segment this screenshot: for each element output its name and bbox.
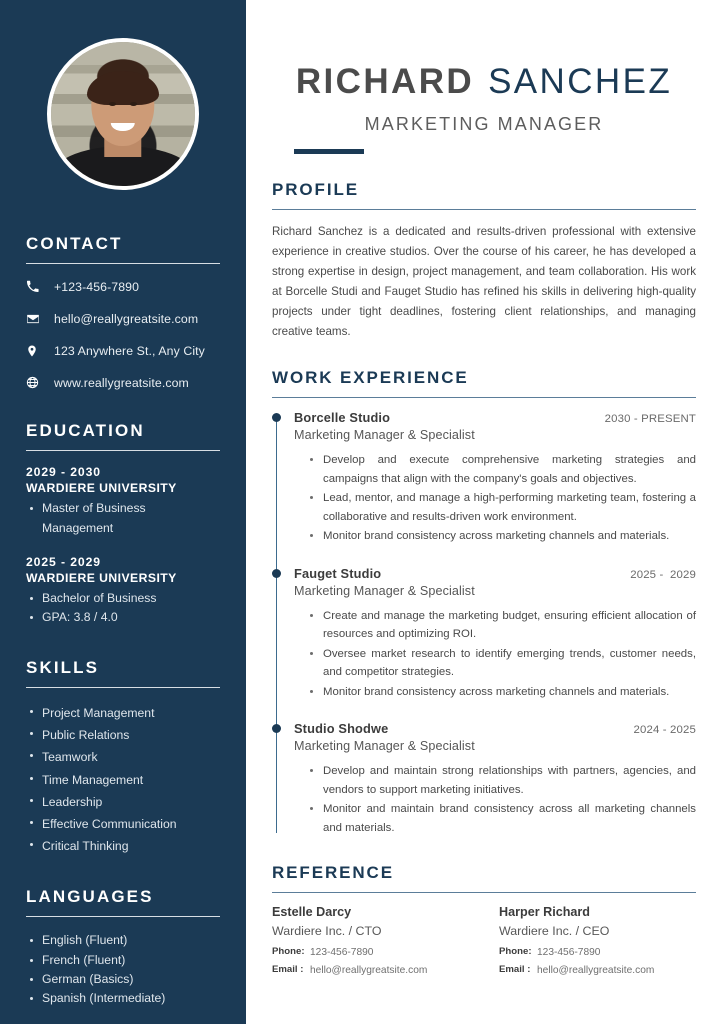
photo-hair: [87, 71, 159, 106]
reference-email-label: Email :: [499, 963, 531, 975]
job-role: Marketing Manager & Specialist: [294, 428, 475, 443]
reference-name: Estelle Darcy: [272, 905, 352, 920]
job-company: Borcelle Studio: [294, 410, 391, 426]
skills-list-item: Leadership: [26, 791, 220, 813]
reference-entry: [499, 905, 696, 978]
reference-phone-row: [272, 944, 469, 961]
job-bullet: Create and manage the marketing budget, ensuring efficient allocation of resources and optimizing ROI.: [310, 607, 696, 644]
skills-heading: SKILLS: [26, 658, 100, 678]
languages-section: [26, 887, 220, 1008]
skills-list-item: Time Management: [26, 769, 220, 791]
reference-grid: [272, 905, 696, 978]
globe-icon: [26, 374, 46, 391]
work-experience-section: [272, 368, 696, 837]
education-school: WARDIERE UNIVERSITY: [26, 481, 177, 495]
reference-divider: [272, 892, 696, 893]
job-bullet: Develop and execute comprehensive marketing strategies and campaigns that align with the company's goals and objectives.: [310, 451, 696, 488]
languages-list-item: German (Basics): [26, 970, 220, 989]
job-entry: [294, 566, 696, 701]
education-entry: [26, 465, 220, 539]
job-entry: [294, 410, 696, 545]
job-bullet-list: [294, 451, 696, 545]
education-divider: [26, 450, 220, 451]
job-company: Studio Shodwe: [294, 721, 389, 737]
profile-text: Richard Sanchez is a dedicated and results-driven professional with extensive experience in creative studios. Over the course of his career, he has developed a strong expertise in design, project management, and team collaboration. His work at Borcelle Studi and Fauget Studio has refined his skills in delivering high-quality projects under tight deadlines, fostering client relationships, and managing creative teams.: [272, 225, 696, 339]
job-header: [294, 721, 696, 736]
first-name: RICHARD: [295, 62, 475, 101]
job-company: Fauget Studio: [294, 565, 382, 581]
work-experience-heading: WORK EXPERIENCE: [272, 368, 469, 388]
sidebar: [0, 0, 246, 1024]
name-header: [272, 62, 696, 154]
skills-list-item: Effective Communication: [26, 813, 220, 835]
reference-email-row: [272, 962, 469, 979]
education-years: 2029 - 2030: [26, 465, 101, 479]
last-name: SANCHEZ: [488, 62, 673, 101]
skills-divider: [26, 687, 220, 688]
title-accent-bar: [294, 149, 364, 154]
reference-phone-value: 123-456-7890: [537, 947, 601, 959]
main-column: [272, 0, 696, 1024]
reference-email-value: hello@reallygreatsite.com: [537, 964, 655, 976]
contact-item-email[interactable]: [26, 310, 220, 327]
job-bullet: Monitor and maintain brand consistency across all marketing channels and materials.: [310, 800, 696, 837]
reference-email-label: Email :: [272, 963, 304, 975]
reference-entry: [272, 905, 469, 978]
contact-website-text: www.reallygreatsite.com: [54, 375, 189, 390]
skills-list-item: Critical Thinking: [26, 835, 220, 857]
languages-divider: [26, 916, 220, 917]
job-header: [294, 410, 696, 425]
reference-phone-label: Phone:: [272, 946, 305, 958]
profile-photo-image: [51, 42, 195, 186]
envelope-icon: [26, 310, 46, 327]
reference-heading: REFERENCE: [272, 862, 394, 882]
contact-email-text: hello@reallygreatsite.com: [54, 311, 199, 326]
timeline-dot-icon: [272, 724, 281, 733]
education-detail: Master of Business Management: [26, 499, 220, 539]
contact-item-website[interactable]: [26, 374, 220, 391]
education-heading: EDUCATION: [26, 421, 145, 440]
contact-divider: [26, 263, 220, 264]
reference-phone-value: 123-456-7890: [310, 947, 374, 959]
work-experience-divider: [272, 397, 696, 398]
profile-divider: [272, 209, 696, 210]
languages-list-item: English (Fluent): [26, 931, 220, 950]
reference-email-value: hello@reallygreatsite.com: [310, 964, 428, 976]
job-dates: 2025 - 2029: [630, 568, 696, 581]
phone-icon: [26, 278, 46, 295]
profile-heading: PROFILE: [272, 180, 359, 199]
contact-heading: CONTACT: [26, 234, 123, 253]
timeline-dot-icon: [272, 569, 281, 578]
job-title: MARKETING MANAGER: [364, 114, 604, 134]
work-timeline: [272, 410, 696, 837]
education-detail: Bachelor of Business: [26, 589, 220, 609]
contact-phone-text: +123-456-7890: [54, 279, 140, 294]
languages-list-item: French (Fluent): [26, 951, 220, 970]
job-bullet: Lead, mentor, and manage a high-performing marketing team, fostering a collaborative and results-driven work environment.: [310, 489, 696, 526]
job-header: [294, 566, 696, 581]
skills-list-item: Public Relations: [26, 724, 220, 746]
skills-list-item: Teamwork: [26, 746, 220, 768]
education-entry: [26, 555, 220, 629]
skills-section: [26, 658, 220, 857]
education-section: [26, 421, 220, 628]
reference-name: Harper Richard: [499, 905, 590, 920]
reference-phone-label: Phone:: [499, 946, 532, 958]
education-detail: GPA: 3.8 / 4.0: [26, 608, 220, 628]
reference-org: Wardiere Inc. / CEO: [499, 924, 610, 939]
job-bullet: Monitor brand consistency across marketing channels and materials.: [310, 527, 696, 545]
job-dates: 2030 - PRESENT: [604, 413, 696, 426]
education-school: WARDIERE UNIVERSITY: [26, 570, 177, 585]
job-bullet: Monitor brand consistency across marketing channels and materials.: [310, 683, 696, 701]
reference-email-row: [499, 962, 696, 979]
job-bullet: Develop and maintain strong relationships with partners, agencies, and vendors to support marketing initiatives.: [310, 762, 696, 799]
reference-section: [272, 863, 696, 979]
skills-list-item: Project Management: [26, 702, 220, 724]
education-detail-list: [26, 499, 220, 539]
full-name: [272, 62, 696, 102]
languages-list: [26, 931, 220, 1008]
reference-phone-row: [499, 944, 696, 961]
contact-item-address[interactable]: [26, 342, 220, 359]
education-years: 2025 - 2029: [26, 554, 101, 569]
profile-photo: [47, 38, 199, 190]
job-entry: [294, 721, 696, 837]
languages-list-item: Spanish (Intermediate): [26, 989, 220, 1008]
skills-list: [26, 702, 220, 857]
job-role: Marketing Manager & Specialist: [294, 583, 475, 598]
education-detail-list: [26, 589, 220, 629]
profile-section: [272, 180, 696, 342]
job-bullet: Oversee market research to identify emerging trends, customer needs, and competitor strategies.: [310, 645, 696, 682]
reference-org: Wardiere Inc. / CTO: [272, 924, 382, 939]
job-role: Marketing Manager & Specialist: [294, 739, 475, 754]
location-pin-icon: [26, 342, 46, 359]
contact-address-text: 123 Anywhere St., Any City: [54, 343, 205, 358]
timeline-dot-icon: [272, 413, 281, 422]
contact-section: [26, 234, 220, 391]
job-bullet-list: [294, 607, 696, 701]
languages-heading: LANGUAGES: [26, 887, 154, 907]
job-dates: 2024 - 2025: [633, 724, 696, 737]
contact-item-phone[interactable]: [26, 278, 220, 295]
job-bullet-list: [294, 762, 696, 837]
